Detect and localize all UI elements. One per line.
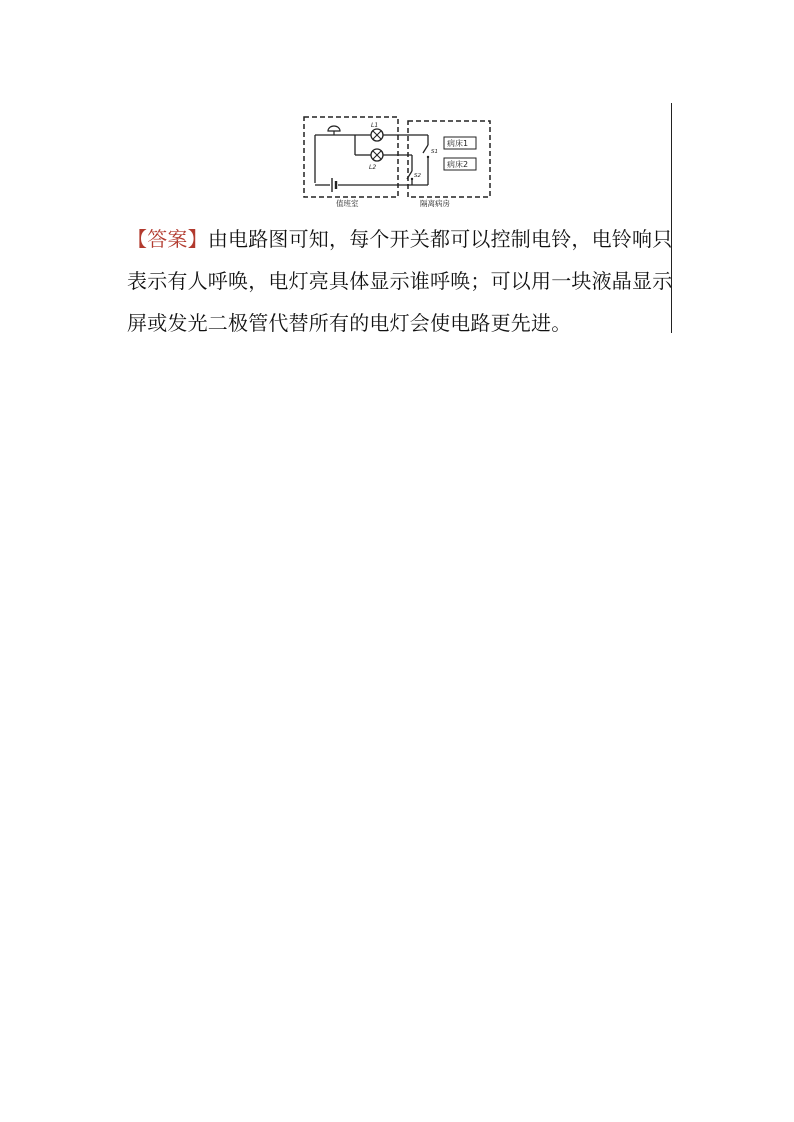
circuit-diagram [300, 113, 495, 209]
circuit-wires [315, 135, 428, 185]
lamp-l1-icon [371, 129, 383, 141]
answer-text-1: 由电路图可知，每个开关都可以控制电铃，电铃响只 [207, 227, 673, 251]
answer-line-2: 表示有人呼唤，电灯亮具体显示谁呼唤；可以用一块液晶显示 [127, 269, 673, 293]
lamp-l2-icon [371, 149, 383, 161]
bed-1-label: 病床1 [447, 139, 469, 148]
bed-2-label: 病床2 [447, 160, 469, 169]
answer-line-1 [127, 218, 672, 260]
duty-room-label: 值班室 [336, 199, 359, 208]
ward-label: 隔离病房 [420, 199, 450, 208]
s1-label: S1 [431, 149, 438, 155]
circuit-svg [300, 113, 495, 209]
answer-paragraph [127, 218, 672, 344]
l1-label: L1 [371, 122, 379, 129]
bell-icon [328, 126, 340, 135]
battery-icon [332, 178, 336, 192]
switch-s1-icon [423, 145, 429, 158]
answer-line-3: 屏或发光二极管代替所有的电灯会使电路更先进。 [127, 311, 572, 335]
l2-label: L2 [369, 164, 377, 171]
s2-label: S2 [414, 173, 421, 179]
answer-tag: 【答案】 [127, 227, 208, 251]
